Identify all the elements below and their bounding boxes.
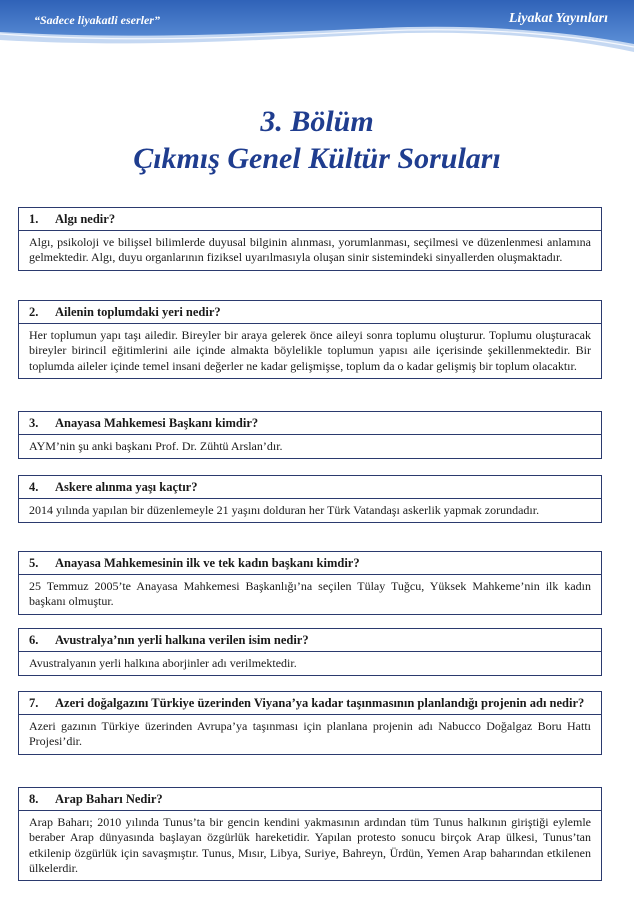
question-header bbox=[19, 788, 601, 811]
answer-text: Arap Baharı; 2010 yılında Tunus’ta bir gencin kendini yakmasının ardından tüm Tunus halkının giriştiği eylemle beraber Arap dünyasında başlayan özgürlük hareketidir. Yapılan protesto sonucu birçok Arap ülkesi, Tunus’tan etkilenip özgürlük için savaşmıştır. Tunus, Mısır, Libya, Suriye, Bahreyn, Ürdün, Yemen Arap baharından etkilenen ülkelerdir. bbox=[29, 815, 591, 875]
chapter-name: Çıkmış Genel Kültür Soruları bbox=[133, 142, 501, 175]
question-number: 6. bbox=[29, 633, 39, 647]
question-text: Anayasa Mahkemesinin ilk ve tek kadın başkanı kimdir? bbox=[55, 556, 360, 570]
question-number: 8. bbox=[29, 792, 39, 806]
question-header bbox=[19, 552, 601, 575]
question-number: 4. bbox=[29, 480, 39, 494]
question-box-8 bbox=[18, 787, 602, 881]
question-header bbox=[19, 692, 601, 715]
question-box-5 bbox=[18, 551, 602, 615]
question-header bbox=[19, 412, 601, 435]
question-number: 3. bbox=[29, 416, 39, 430]
question-text: Anayasa Mahkemesi Başkanı kimdir? bbox=[55, 416, 259, 430]
question-box-4 bbox=[18, 475, 602, 523]
question-number: 7. bbox=[29, 696, 39, 710]
question-number: 2. bbox=[29, 305, 39, 319]
question-text: Algı nedir? bbox=[55, 212, 116, 226]
answer-text: Azeri gazının Türkiye üzerinden Avrupa’ya taşınması için planlana projenin adı Nabucco Doğalgaz Boru Hattı Projesi’dir. bbox=[29, 719, 591, 749]
question-box-2 bbox=[18, 300, 602, 379]
question-box-7 bbox=[18, 691, 602, 755]
answer-text: Her toplumun yapı taşı ailedir. Bireyler bir araya gelerek önce aileyi sonra toplumu oluşturur. Toplumu oluşturacak bireyler birincil eğitimlerini aile içinde almakta böylelikle toplumun yapısı aile içerisinde şekillenmektedir. Bir toplumda aileler içinde temel insani değerler ne kadar gelişmişse, toplum da o kadar gelişmiş bir toplum olacaktır. bbox=[29, 328, 591, 373]
answer-text: Algı, psikoloji ve bilişsel bilimlerde duyusal bilginin alınması, yorumlanması, seçilmesi ve düzenlenmesi anlamına gelmektedir. Algı, duyu organlarının fiziksel uyarılmasıyla oluşan sinir sistemindeki sinyallerden oluşmaktadır. bbox=[29, 235, 591, 265]
header-slogan: “Sadece liyakatli eserler” bbox=[34, 13, 160, 27]
question-header bbox=[19, 208, 601, 231]
header-publisher: Liyakat Yayınları bbox=[508, 11, 608, 26]
chapter-title bbox=[0, 104, 634, 178]
question-box-6 bbox=[18, 628, 602, 676]
chapter-number: 3. Bölüm bbox=[260, 105, 374, 138]
answer-text: Avustralyanın yerli halkına aborjinler adı verilmektedir. bbox=[29, 656, 297, 670]
question-number: 5. bbox=[29, 556, 39, 570]
answer-text: 2014 yılında yapılan bir düzenlemeyle 21 yaşını dolduran her Türk Vatandaşı askerlik yapmak zorundadır. bbox=[29, 503, 540, 517]
question-box-3 bbox=[18, 411, 602, 459]
question-text: Avustralya’nın yerli halkına verilen isim nedir? bbox=[55, 633, 309, 647]
question-header bbox=[19, 629, 601, 652]
question-text: Askere alınma yaşı kaçtır? bbox=[55, 480, 198, 494]
question-header bbox=[19, 301, 601, 324]
answer-text: AYM’nin şu anki başkanı Prof. Dr. Zühtü Arslan’dır. bbox=[29, 439, 283, 453]
question-text: Ailenin toplumdaki yeri nedir? bbox=[55, 305, 221, 319]
question-text: Arap Baharı Nedir? bbox=[55, 792, 163, 806]
question-text: Azeri doğalgazını Türkiye üzerinden Viyana’ya kadar taşınmasının planlandığı projenin adı nedir? bbox=[55, 696, 585, 710]
question-header bbox=[19, 476, 601, 499]
page-header bbox=[0, 0, 634, 70]
question-number: 1. bbox=[29, 212, 39, 226]
question-box-1 bbox=[18, 207, 602, 271]
answer-text: 25 Temmuz 2005’te Anayasa Mahkemesi Başkanlığı’na seçilen Tülay Tuğcu, Yüksek Mahkeme’nin ilk kadın başkanı olmuştur. bbox=[29, 579, 591, 609]
